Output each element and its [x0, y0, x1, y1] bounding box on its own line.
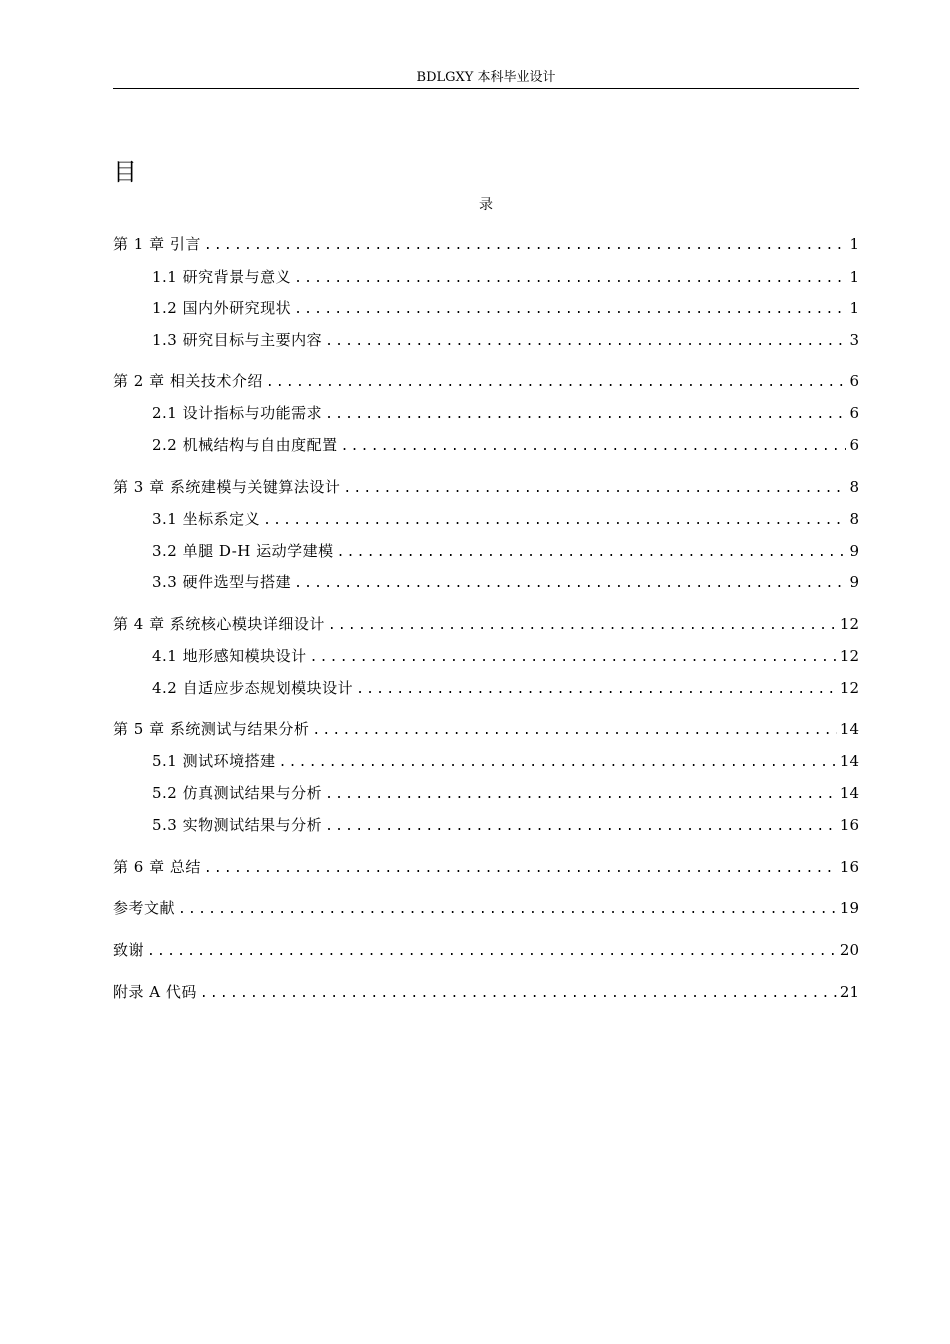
toc-leader-dots	[337, 542, 847, 564]
toc-entry-page: 1	[849, 299, 859, 317]
toc-entry[interactable]	[152, 571, 859, 593]
toc-entry-page: 1	[849, 268, 859, 286]
toc-entry-page: 14	[839, 752, 859, 770]
toc-leader-dots	[310, 647, 837, 669]
toc-leader-dots	[204, 235, 847, 257]
toc-entry-text: 3.1 坐标系定义	[152, 510, 261, 528]
toc-entry[interactable]	[152, 677, 859, 699]
toc-title-first-char: 目	[113, 158, 137, 186]
toc-entry-text: 1.2 国内外研究现状	[152, 299, 292, 317]
toc-entry-text: 参考文献	[113, 899, 176, 917]
toc-entry-text: 3.2 单腿 D-H 运动学建模	[152, 542, 334, 560]
toc-entry-page: 12	[839, 679, 859, 697]
toc-entry[interactable]	[152, 750, 859, 772]
toc-leader-dots	[356, 679, 837, 701]
toc-entry[interactable]	[152, 645, 859, 667]
toc-entry-page: 6	[849, 372, 859, 390]
toc-leader-dots	[325, 816, 837, 838]
toc-leader-dots	[294, 299, 846, 321]
toc-entry-text: 第 3 章 系统建模与关键算法设计	[113, 478, 341, 496]
toc-entry-text: 4.2 自适应步态规划模块设计	[152, 679, 354, 697]
toc-entry-text: 5.3 实物测试结果与分析	[152, 816, 323, 834]
toc-entry-text: 5.1 测试环境搭建	[152, 752, 276, 770]
toc-entry-page: 6	[849, 436, 859, 454]
toc-entry[interactable]	[152, 540, 859, 562]
toc-leader-dots	[200, 983, 837, 1005]
toc-entry-page: 21	[839, 983, 859, 1001]
toc-entry-text: 致谢	[113, 941, 145, 959]
toc-entry-text: 第 5 章 系统测试与结果分析	[113, 720, 310, 738]
toc-entry[interactable]	[152, 814, 859, 836]
toc-entry-page: 1	[849, 235, 859, 253]
toc-entry-page: 12	[839, 647, 859, 665]
toc-entry-page: 3	[849, 331, 859, 349]
toc-leader-dots	[294, 573, 846, 595]
toc-entry-page: 14	[839, 720, 859, 738]
toc-entry[interactable]	[152, 266, 859, 288]
toc-entry[interactable]	[152, 434, 859, 456]
toc-leader-dots	[325, 331, 846, 353]
toc-entry-page: 16	[839, 858, 859, 876]
toc-entry-page: 19	[839, 899, 859, 917]
toc-entry[interactable]	[113, 856, 859, 878]
toc-entry-text: 5.2 仿真测试结果与分析	[152, 784, 323, 802]
toc-leader-dots	[294, 268, 846, 290]
toc-entry-text: 4.1 地形感知模块设计	[152, 647, 307, 665]
header-rule	[113, 88, 859, 89]
toc-leader-dots	[328, 615, 837, 637]
toc-entry[interactable]	[152, 402, 859, 424]
toc-entry[interactable]	[152, 297, 859, 319]
toc-leader-dots	[279, 752, 837, 774]
toc-leader-dots	[312, 720, 837, 742]
toc-entry-page: 12	[839, 615, 859, 633]
toc-entry-page: 20	[839, 941, 859, 959]
toc-entry-text: 第 4 章 系统核心模块详细设计	[113, 615, 325, 633]
page-header: BDLGXY 本科毕业设计	[416, 70, 556, 85]
toc-entry[interactable]	[152, 329, 859, 351]
toc-entry-text: 第 1 章 引言	[113, 235, 201, 253]
toc-leader-dots	[266, 372, 847, 394]
toc-entry-text: 3.3 硬件选型与搭建	[152, 573, 292, 591]
toc-entry[interactable]	[113, 939, 859, 961]
toc-entry-page: 9	[849, 573, 859, 591]
toc-entry[interactable]	[113, 981, 859, 1003]
toc-entry[interactable]	[113, 370, 859, 392]
toc-entry-page: 8	[849, 510, 859, 528]
toc-entry-page: 6	[849, 404, 859, 422]
toc-leader-dots	[178, 899, 837, 921]
toc-entry-text: 第 6 章 总结	[113, 858, 201, 876]
toc-leader-dots	[325, 784, 837, 806]
toc-entry-page: 9	[849, 542, 859, 560]
toc-entry-page: 16	[839, 816, 859, 834]
toc-leader-dots	[263, 510, 846, 532]
toc-entry-text: 附录 A 代码	[113, 983, 197, 1001]
toc-entry-text: 1.3 研究目标与主要内容	[152, 331, 323, 349]
toc-entry[interactable]	[152, 782, 859, 804]
toc-entry-page: 8	[849, 478, 859, 496]
toc-leader-dots	[325, 404, 846, 426]
toc-entry[interactable]	[152, 508, 859, 530]
toc-leader-dots	[341, 436, 847, 458]
toc-entry[interactable]	[113, 897, 859, 919]
toc-entry-page: 14	[839, 784, 859, 802]
toc-title-second-char: 录	[479, 197, 493, 213]
toc-entry-text: 1.1 研究背景与意义	[152, 268, 292, 286]
toc-entry-text: 2.1 设计指标与功能需求	[152, 404, 323, 422]
toc-entry-text: 2.2 机械结构与自由度配置	[152, 436, 338, 454]
toc-leader-dots	[204, 858, 837, 880]
toc-entry[interactable]	[113, 476, 859, 498]
toc-entry[interactable]	[113, 613, 859, 635]
toc-entry[interactable]	[113, 718, 859, 740]
toc-leader-dots	[147, 941, 837, 963]
toc-entry-text: 第 2 章 相关技术介绍	[113, 372, 263, 390]
toc-entry[interactable]	[113, 233, 859, 255]
toc-leader-dots	[343, 478, 846, 500]
